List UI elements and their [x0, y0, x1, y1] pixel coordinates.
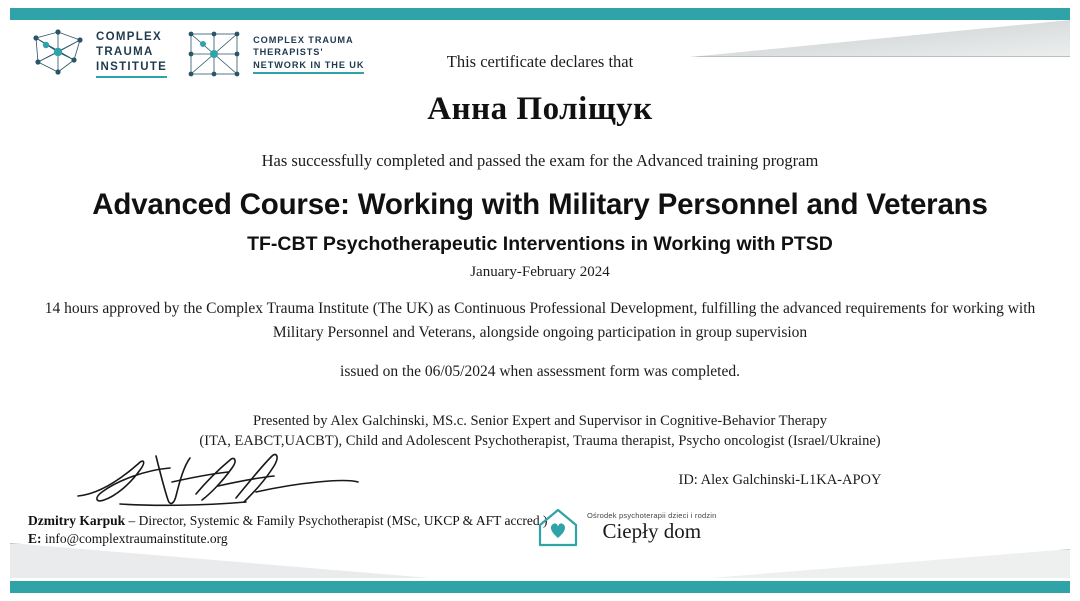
completion-line: Has successfully completed and passed the exam for the Advanced training program — [261, 151, 819, 170]
signer-name-and-role — [28, 513, 548, 529]
partner-tagline: Ośrodek psychoterapii dzieci i rodzin — [587, 511, 717, 521]
partner-name: Ciepły dom — [602, 518, 702, 543]
course-title: Advanced Course: Working with Military Personnel and Veterans — [92, 188, 988, 221]
partner-text — [587, 512, 717, 542]
course-date: January-February 2024 — [470, 264, 610, 280]
signer-email-row — [28, 531, 228, 547]
logo-network-text: COMPLEX TRAUMA THERAPISTS' NETWORK IN THE UK — [253, 34, 364, 74]
certificate-content — [10, 8, 1070, 593]
logo-institute-text: COMPLEX TRAUMA INSTITUTE — [96, 30, 167, 77]
issued-date-line: issued on the 06/05/2024 when assessment form was completed. — [340, 363, 740, 380]
handwritten-signature-icon — [60, 448, 360, 513]
accreditation-paragraph: 14 hours approved by the Complex Trauma Institute (The UK) as Continuous Professional Development, fulfilling the advanced requirements for working with Military Personnel and Veterans, alongside ongoing participation in group supervision — [44, 300, 1036, 342]
presented-by-line-2: (ITA, EABCT,UACBT), Child and Adolescent Psychotherapist, Trauma therapist, Psycho oncologist (Israel/Ukraine) — [199, 433, 881, 449]
declares-line: This certificate declares that — [446, 52, 634, 71]
email-value[interactable]: info@complextraumainstitute.org — [41, 531, 228, 546]
email-label: E: — [28, 531, 42, 546]
certificate-card — [10, 8, 1070, 593]
house-heart-icon — [535, 505, 581, 549]
presented-by-line-1: Presented by Alex Galchinski, MS.c. Senior Expert and Supervisor in Cognitive-Behavior Therapy — [253, 413, 827, 429]
partner-logo-cieply-dom — [535, 503, 725, 551]
course-subtitle: TF-CBT Psychotherapeutic Interventions in Working with PTSD — [247, 233, 833, 255]
signer-role: – Director, Systemic & Family Psychotherapist (MSc, UKCP & AFT accred.) — [125, 513, 548, 528]
recipient-name: Анна Поліщук — [427, 91, 653, 127]
signer-name: Dzmitry Karpuk — [28, 513, 126, 528]
certificate-id: ID: Alex Galchinski-L1KA-APOY — [678, 472, 882, 488]
